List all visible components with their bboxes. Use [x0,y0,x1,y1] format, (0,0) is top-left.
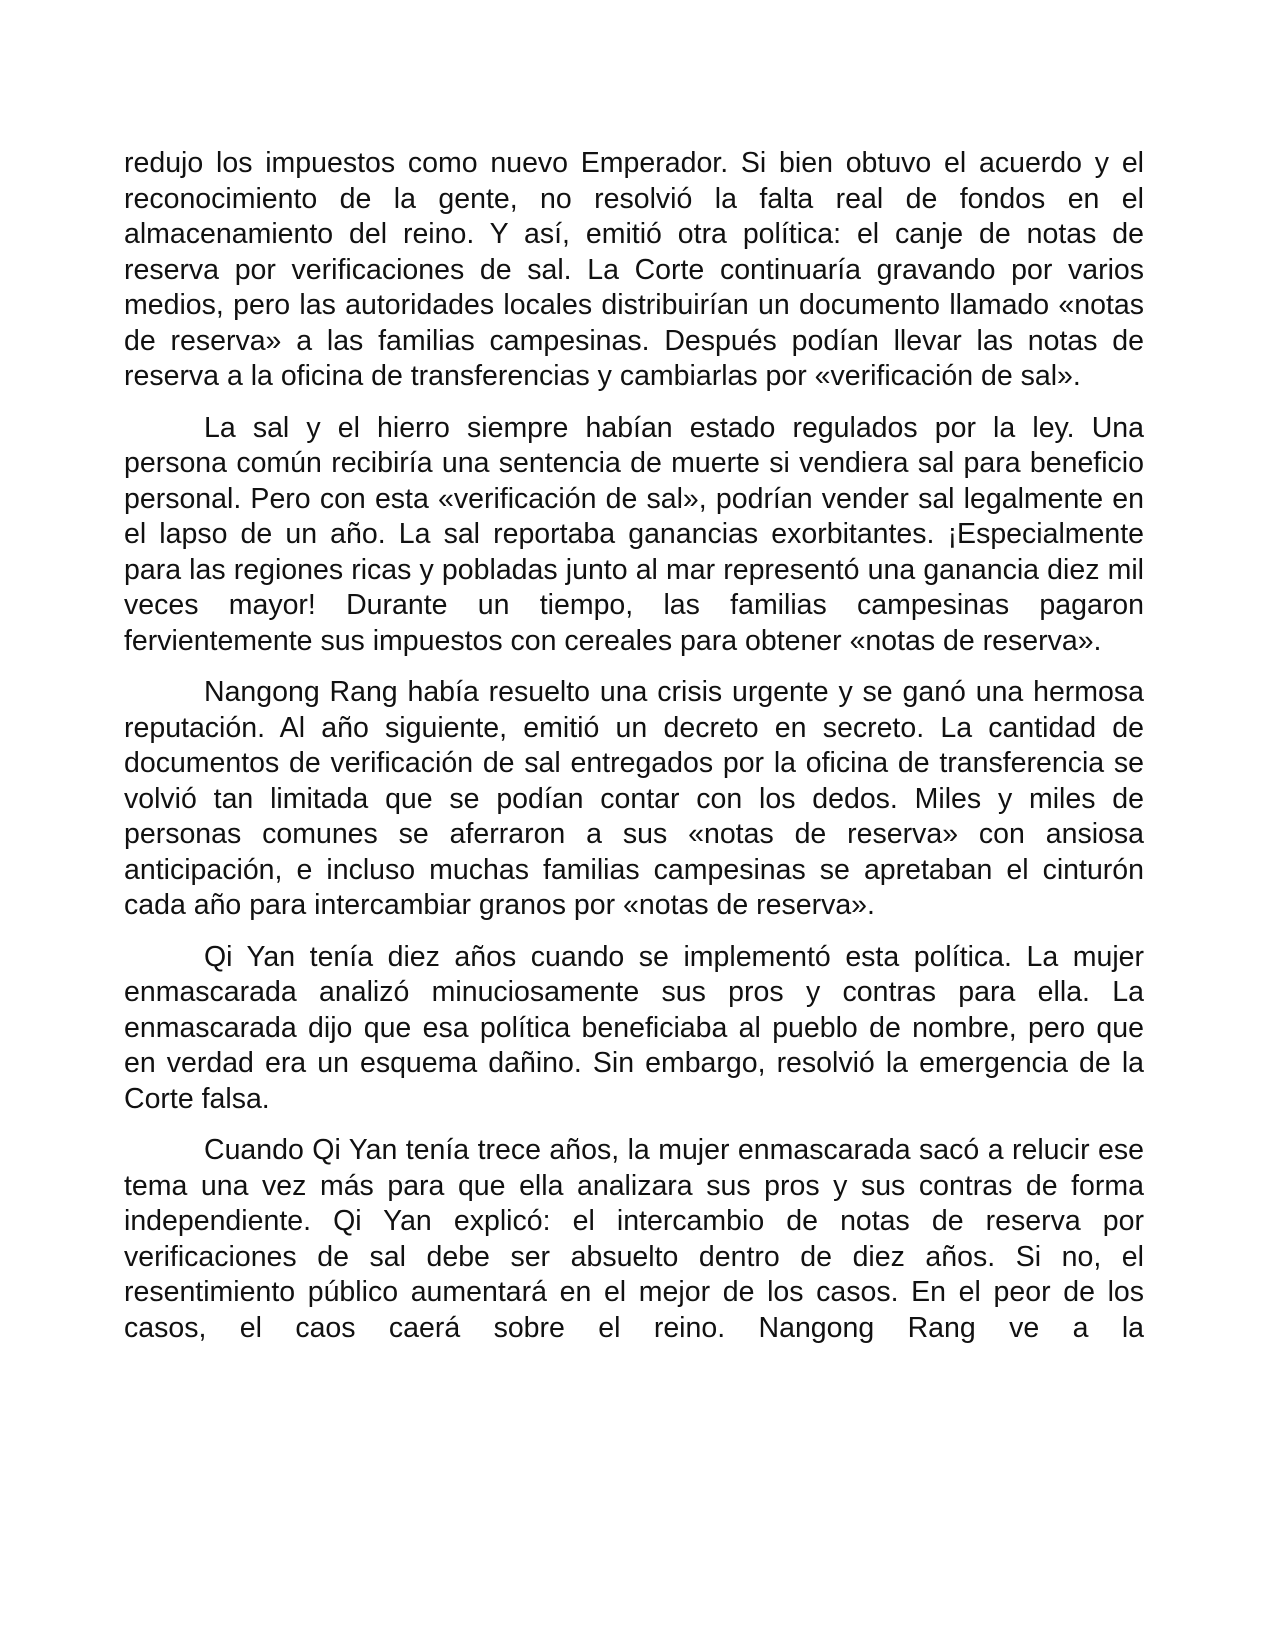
paragraph-2: La sal y el hierro siempre habían estado regulados por la ley. Una persona común recibiría una sentencia de muerte si vendiera sal para beneficio personal. Pero con esta «verificación de sal», podrían vender sal legalmente en el lapso de un año. La sal reportaba ganancias exorbitantes. ¡Especialmente para las regiones ricas y pobladas junto al mar representó una ganancia diez mil veces mayor! Durante un tiempo, las familias campesinas pagaron fervientemente sus impuestos con cereales para obtener «notas de reserva». [124,411,1144,657]
paragraph-4: Qi Yan tenía diez años cuando se implementó esta política. La mujer enmascarada analizó minuciosamente sus pros y contras para ella. La enmascarada dijo que esa política beneficiaba al pueblo de nombre, pero que en verdad era un esquema dañino. Sin embargo, resolvió la emergencia de la Corte falsa. [124,940,1144,1115]
document-page [124,146,1144,1346]
paragraph-1: redujo los impuestos como nuevo Emperador. Si bien obtuvo el acuerdo y el reconocimiento de la gente, no resolvió la falta real de fondos en el almacenamiento del reino. Y así, emitió otra política: el canje de notas de reserva por verificaciones de sal. La Corte continuaría gravando por varios medios, pero las autoridades locales distribuirían un documento llamado «notas de reserva» a las familias campesinas. Después podían llevar las notas de reserva a la oficina de transferencias y cambiarlas por «verificación de sal». [124,147,1144,392]
paragraph-5: Cuando Qi Yan tenía trece años, la mujer enmascarada sacó a relucir ese tema una vez más para que ella analizara sus pros y sus contras de forma independiente. Qi Yan explicó: el intercambio de notas de reserva por verificaciones de sal debe ser absuelto dentro de diez años. Si no, el resentimiento público aumentará en el mejor de los casos. En el peor de los casos, el caos caerá sobre el reino. Nangong Rang ve a la [124,1134,1144,1344]
paragraph-3: Nangong Rang había resuelto una crisis urgente y se ganó una hermosa reputación. Al año siguiente, emitió un decreto en secreto. La cantidad de documentos de verificación de sal entregados por la oficina de transferencia se volvió tan limitada que se podían contar con los dedos. Miles y miles de personas comunes se aferraron a sus «notas de reserva» con ansiosa anticipación, e incluso muchas familias campesinas se apretaban el cinturón cada año para intercambiar granos por «notas de reserva». [124,676,1144,921]
